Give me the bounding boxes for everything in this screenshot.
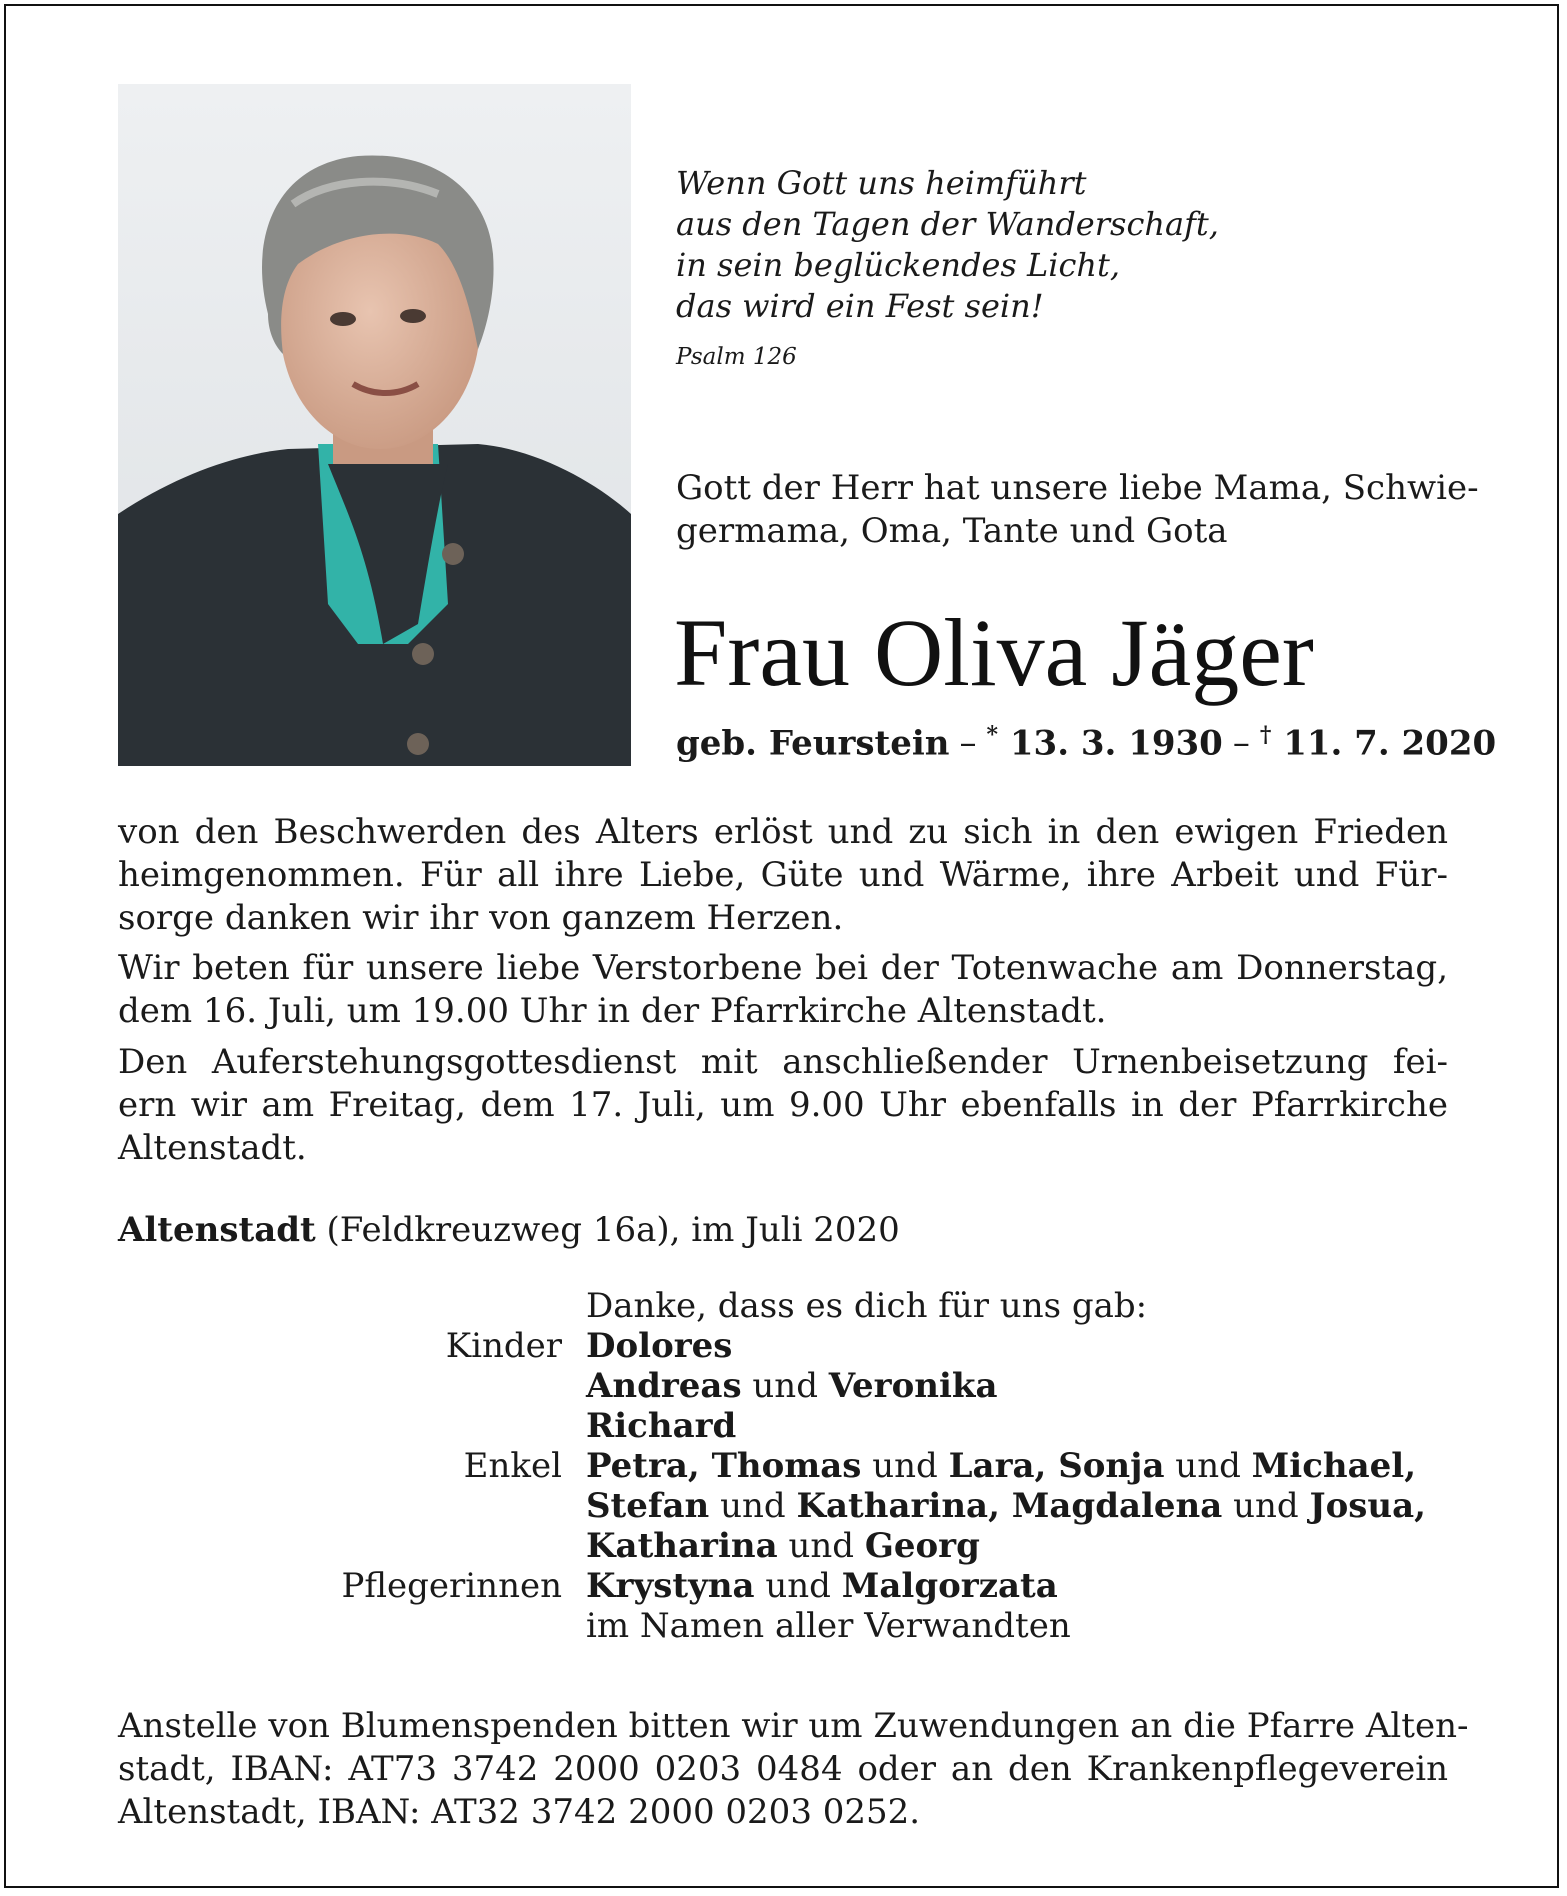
quote-line: Wenn Gott uns heimführt (676, 164, 1087, 202)
family-row (300, 1366, 1426, 1406)
family-row (300, 1406, 1426, 1446)
conjunction: und (788, 1526, 854, 1566)
relatives-line: im Namen aller Verwandten (586, 1606, 1071, 1646)
quote-line: aus den Tagen der Wanderschaft, (676, 205, 1219, 243)
family-row (300, 1606, 1426, 1646)
grandchild-names: Petra, Thomas (586, 1446, 862, 1486)
paragraph-release (118, 811, 1448, 940)
family-row (300, 1286, 1426, 1326)
family-row (300, 1526, 1426, 1566)
grandchild-names: Josua, (1309, 1486, 1426, 1526)
child-name: Richard (586, 1406, 737, 1446)
family-row (300, 1446, 1426, 1486)
caregiver-name: Malgorzata (841, 1566, 1058, 1606)
paragraph-line: Den Auferstehungsgottesdienst mit anschließender Urnenbeisetzung fei- (118, 1042, 1448, 1082)
enkel-label: Enkel (463, 1446, 562, 1486)
bible-quote (676, 163, 1219, 327)
died-symbol: † (1259, 722, 1272, 748)
family-row (300, 1326, 1426, 1366)
paragraph-line: Wir beten für unsere liebe Verstorbene bei der Totenwache am Donnerstag, (118, 948, 1448, 988)
portrait-illustration (118, 84, 631, 766)
conjunction: und (752, 1366, 818, 1406)
pfleger-label: Pflegerinnen (341, 1566, 562, 1606)
place-town: Altenstadt (118, 1210, 316, 1250)
dash-separator: – (1232, 723, 1250, 764)
paragraph-line: Altenstadt. (118, 1128, 307, 1168)
donation-line: stadt, IBAN: AT73 3742 2000 0203 0484 oder an den Krankenpflegeverein (118, 1749, 1448, 1789)
birth-date: 13. 3. 1930 (1009, 723, 1223, 764)
paragraph-line: von den Beschwerden des Alters erlöst und zu sich in den ewigen Frieden (118, 812, 1448, 852)
grandchild-names: Stefan (586, 1486, 710, 1526)
paragraph-line: sorge danken wir ihr von ganzem Herzen. (118, 898, 844, 938)
donation-line: Anstelle von Blumenspenden bitten wir um Zuwendungen an die Pfarre Alten- (118, 1706, 1469, 1746)
paragraph-wake (118, 947, 1448, 1033)
thanks-line: Danke, dass es dich für uns gab: (586, 1286, 1148, 1326)
kinder-label: Kinder (445, 1326, 562, 1366)
life-dates (676, 722, 1496, 763)
caregiver-name: Krystyna (586, 1566, 755, 1606)
paragraph-line: heimgenommen. Für all ihre Liebe, Güte und Wärme, ihre Arbeit und Für- (118, 855, 1448, 895)
child-name: Dolores (586, 1326, 733, 1366)
quote-line: das wird ein Fest sein! (676, 287, 1044, 325)
conjunction: und (765, 1566, 831, 1606)
place-date (118, 1209, 1448, 1252)
quote-source: Psalm 126 (676, 344, 797, 370)
intro-line: Gott der Herr hat unsere liebe Mama, Schwie- (676, 468, 1479, 508)
intro-text (676, 467, 1479, 553)
grandchild-names: Georg (864, 1526, 980, 1566)
child-name: Andreas (586, 1366, 742, 1406)
place-details: (Feldkreuzweg 16a), im Juli 2020 (315, 1210, 900, 1250)
child-spouse-name: Veronika (828, 1366, 998, 1406)
deceased-name: Frau Oliva Jäger (674, 599, 1314, 706)
donation-note (118, 1705, 1469, 1834)
dash-separator: – (959, 723, 977, 764)
conjunction: und (1233, 1486, 1299, 1526)
intro-line: germama, Oma, Tante und Gota (676, 511, 1228, 551)
grandchild-names: Katharina, Magdalena (796, 1486, 1223, 1526)
conjunction: und (1175, 1446, 1241, 1486)
family-row (300, 1566, 1426, 1606)
paragraph-line: ern wir am Freitag, dem 17. Juli, um 9.00 Uhr ebenfalls in der Pfarrkirche (118, 1085, 1448, 1125)
conjunction: und (872, 1446, 938, 1486)
grandchild-names: Michael, (1251, 1446, 1417, 1486)
portrait-photo (118, 84, 631, 766)
death-date: 11. 7. 2020 (1283, 723, 1497, 764)
born-symbol: * (986, 722, 999, 748)
paragraph-line: dem 16. Juli, um 19.00 Uhr in der Pfarrkirche Altenstadt. (118, 991, 1107, 1031)
conjunction: und (720, 1486, 786, 1526)
donation-line: Altenstadt, IBAN: AT32 3742 2000 0203 0252. (118, 1792, 921, 1832)
quote-line: in sein beglückendes Licht, (676, 246, 1121, 284)
family-list (300, 1286, 1426, 1646)
family-row (300, 1486, 1426, 1526)
grandchild-names: Katharina (586, 1526, 778, 1566)
maiden-name: geb. Feurstein (676, 723, 950, 764)
paragraph-service (118, 1041, 1448, 1170)
grandchild-names: Lara, Sonja (948, 1446, 1165, 1486)
